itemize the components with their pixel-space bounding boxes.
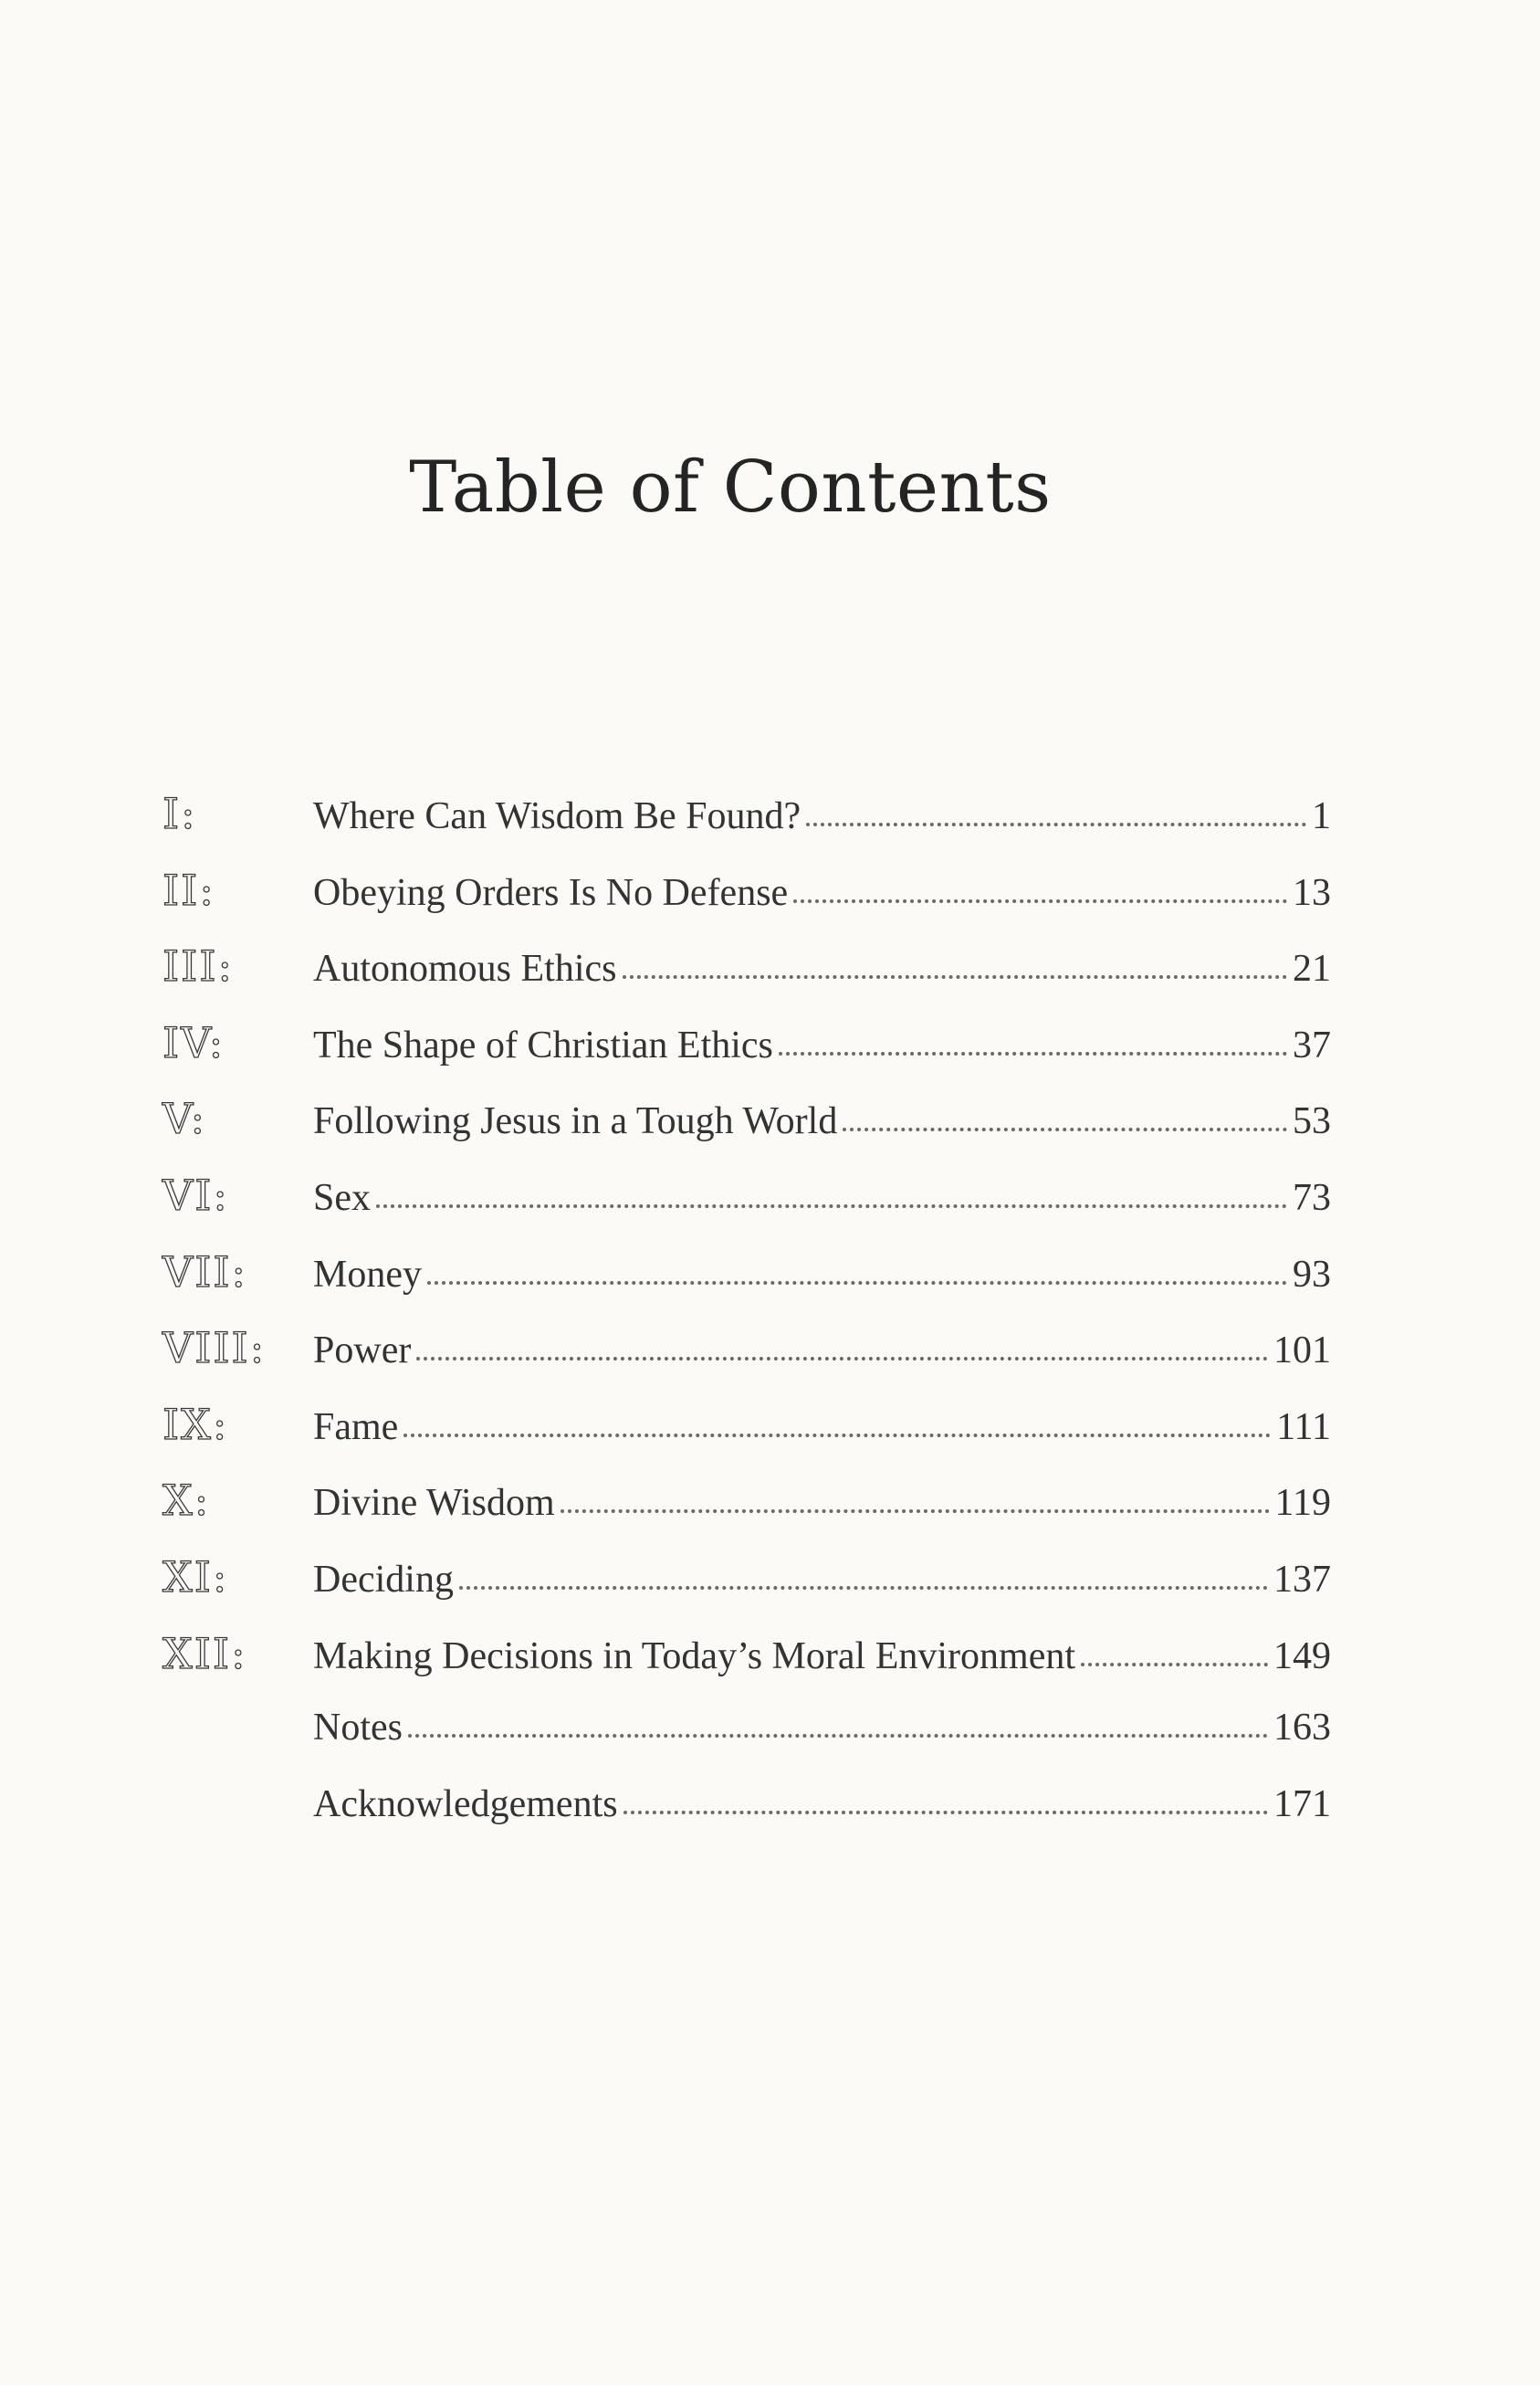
- chapter-number: VII:: [162, 1246, 248, 1297]
- chapter-number: X:: [162, 1476, 211, 1526]
- dot-leader: [416, 1348, 1268, 1361]
- toc-entry: [162, 1323, 1331, 1403]
- chapter-number: IV:: [162, 1017, 225, 1067]
- table-of-contents: [162, 789, 1331, 1861]
- dot-leader: [560, 1500, 1270, 1513]
- section-title: Notes: [313, 1707, 403, 1749]
- toc-entry: [162, 1246, 1331, 1328]
- toc-entry: [162, 1628, 1331, 1709]
- toc-entry: [162, 1551, 1331, 1633]
- page-number: 119: [1274, 1482, 1331, 1525]
- chapter-title: Sex: [313, 1176, 371, 1219]
- page-number: 149: [1273, 1634, 1331, 1677]
- chapter-number: II:: [162, 865, 215, 915]
- dot-leader: [427, 1272, 1287, 1285]
- dot-leader: [779, 1043, 1287, 1056]
- page-number: 137: [1273, 1558, 1331, 1601]
- chapter-title: Following Jesus in a Tough World: [313, 1100, 838, 1143]
- chapter-title: Deciding: [313, 1558, 454, 1601]
- toc-entry: [162, 1094, 1331, 1174]
- page-number: 37: [1293, 1024, 1331, 1066]
- dot-leader: [623, 1802, 1268, 1814]
- toc-entry: [162, 1170, 1331, 1251]
- page-number: 53: [1293, 1100, 1331, 1143]
- dot-leader: [403, 1424, 1271, 1437]
- dot-leader: [376, 1195, 1287, 1208]
- chapter-title: Divine Wisdom: [313, 1482, 555, 1525]
- chapter-number: XII:: [162, 1628, 247, 1678]
- chapter-number: VI:: [162, 1170, 229, 1220]
- toc-entry: [162, 1476, 1331, 1556]
- chapter-title: Power: [313, 1329, 412, 1372]
- chapter-title: Where Can Wisdom Be Found?: [313, 795, 801, 837]
- chapter-number: I:: [162, 789, 197, 838]
- chapter-number: IX:: [162, 1399, 229, 1449]
- page-number: 1: [1312, 795, 1331, 837]
- dot-leader: [1081, 1654, 1268, 1666]
- toc-entry: [162, 789, 1331, 869]
- chapter-title: Money: [313, 1253, 422, 1296]
- dot-leader: [623, 966, 1288, 979]
- page-number: 101: [1273, 1329, 1331, 1372]
- dot-leader: [459, 1577, 1268, 1590]
- chapter-title: The Shape of Christian Ethics: [313, 1024, 773, 1066]
- toc-entry: [162, 941, 1331, 1022]
- toc-entry: [162, 1399, 1331, 1480]
- toc-entry: [162, 865, 1331, 946]
- toc-entry: [162, 1782, 1331, 1862]
- toc-entry: [162, 1017, 1331, 1098]
- chapter-title: Obeying Orders Is No Defense: [313, 871, 789, 914]
- page-number: 111: [1276, 1405, 1331, 1448]
- page-number: 73: [1293, 1176, 1331, 1219]
- chapter-number: III:: [162, 941, 235, 992]
- page-number: 13: [1293, 871, 1331, 914]
- chapter-number: XI:: [162, 1551, 229, 1602]
- dot-leader: [408, 1725, 1268, 1738]
- chapter-number: V:: [162, 1094, 207, 1144]
- dot-leader: [793, 890, 1287, 903]
- section-title: Acknowledgements: [313, 1782, 618, 1825]
- chapter-title: Autonomous Ethics: [313, 948, 617, 991]
- chapter-title: Fame: [313, 1405, 399, 1448]
- page-title: Table of Contents: [409, 447, 1052, 529]
- chapter-title: Making Decisions in Today’s Moral Environment: [313, 1634, 1076, 1677]
- page-number: 21: [1293, 948, 1331, 991]
- dot-leader: [843, 1119, 1287, 1131]
- page-number: 171: [1273, 1782, 1331, 1825]
- page-number: 93: [1293, 1253, 1331, 1296]
- page-number: 163: [1273, 1707, 1331, 1749]
- chapter-number: VIII:: [162, 1323, 267, 1373]
- dot-leader: [806, 814, 1306, 826]
- toc-entry: [162, 1708, 1331, 1785]
